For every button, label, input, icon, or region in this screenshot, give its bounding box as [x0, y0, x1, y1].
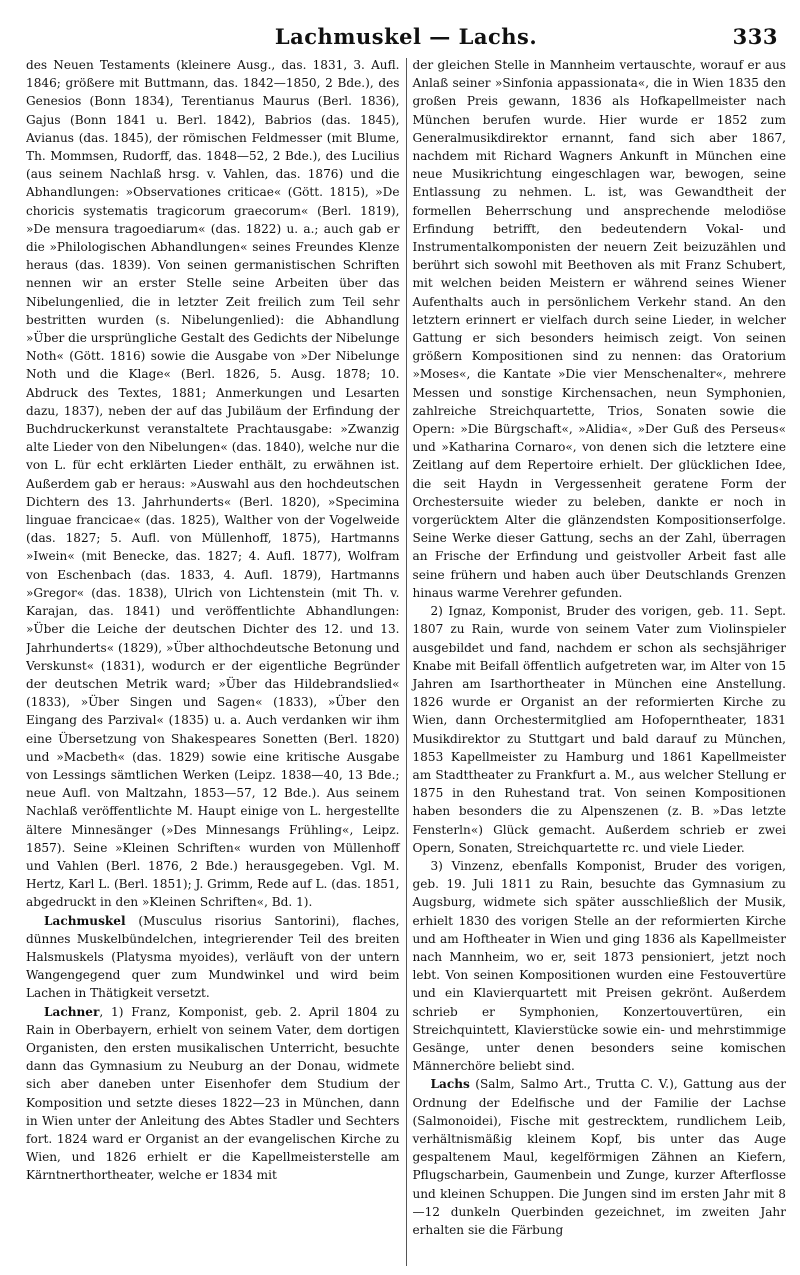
lachner-ignaz-paragraph: 2) Ignaz, Komponist, Bruder des vorigen, geb. 11. Sept. 1807 zu Rain, wurde von seinem Vater zum Violinspieler ausgebildet und fand, nachdem er schon als sechsjähriger Knabe mit Beifall öffentlich aufgetreten war, im Alter von 15 Jahren am Isarthortheater in München eine Anstellung. 1826 wurde er Organist an der reformierten Kirche zu Wien, dann Orchestermitglied am Hofoperntheater, 1831 Musikdirektor zu Stuttgart und bald darauf zu München, 1853 Kapellmeister zu Hamburg und 1861 Kapellmeister am Stadttheater zu Frankfurt a. M., aus welcher Stellung er 1875 in den Ruhestand trat. Von seinen Kompositionen haben besonders die zu Alpenszenen (z. B. »Das letzte Fensterln«) Glück gemacht. Außerdem schrieb er zwei Opern, Sonaten, Streichquartette rc. und viele Lieder. [412, 604, 786, 855]
right-column [412, 56, 786, 1266]
entry-text: , 1) Franz, Komponist, geb. 2. April 1804 zu Rain in Oberbayern, erhielt von seinem Vater, dem dortigen Organisten, den ersten musikalischen Unterricht, besuchte dann das Gymnasium zu Neuburg an der Donau, widmete sich aber daneben unter Eisenhofer dem Studium der Komposition und setzte dieses 1822—23 in München, dann in Wien unter der Anleitung des Abtes Stadler und Sechters fort. 1824 ward er Organist an der evangelischen Kirche zu Wien, und 1826 erhielt er die Kapellmeisterstelle am Kärntnerthortheater, welche er 1834 mit [26, 1004, 400, 1183]
entry-headword: Lachner [44, 1004, 100, 1019]
entry-headword: Lachs [430, 1077, 470, 1092]
text-columns [26, 56, 786, 1266]
left-column [26, 56, 400, 1266]
entry-headword: Lachmuskel [44, 913, 126, 928]
lachner-entry [26, 1003, 400, 1185]
page-title: Lachmuskel — Lachs. [274, 24, 538, 49]
lachs-entry [412, 1075, 786, 1239]
running-head [26, 22, 786, 56]
lachner-vinzenz-paragraph: 3) Vinzenz, ebenfalls Komponist, Bruder des vorigen, geb. 19. Juli 1811 zu Rain, besuchte das Gymnasium zu Augsburg, widmete sich später ausschließlich der Musik, erhielt 1830 des vorigen Stelle an der reformierten Kirche und am Hoftheater in Wien und ging 1836 als Kapellmeister nach Mannheim, wo er, seit 1873 pensioniert, jetzt noch lebt. Von seinen Kompositionen wurden eine Festouvertüre und ein Klavierquartett mit Preisen gekrönt. Außerdem schrieb er Symphonien, Konzertouvertüren, ein Streichquintett, Klavierstücke sowie ein- und mehrstimmige Gesänge, unter denen besonders seine komischen Männerchöre beliebt sind. [412, 858, 786, 1074]
column-divider [406, 58, 407, 1266]
entry-text: (Salm, Salmo Art., Trutta C. V.), Gattung aus der Ordnung der Edelfische und der Familie der Lachse (Salmonoidei), Fische mit gestrecktem, rundlichem Leib, verhältnismäßig kleinem Kopf, bis unter das Auge gespaltenem Maul, kegelförmigen Zähnen an Kiefern, Pflugscharbein, Gaumenbein und Zunge, kurzer Afterflosse und kleinen Schuppen. Die Jungen sind im ersten Jahr mit 8—12 dunkeln Querbinden gezeichnet, im zweiten Jahr erhalten sie die Färbung [412, 1077, 786, 1237]
page-number: 333 [732, 24, 778, 49]
entry-text: (Musculus risorius Santorini), flaches, dünnes Muskelbündelchen, integrierender Teil des breiten Halsmuskels (Platysma myoides), verläuft von der untern Wangengegend quer zum Mundwinkel und wird beim Lachen in Thätigkeit versetzt. [26, 913, 400, 1001]
lachmuskel-entry [26, 912, 400, 1003]
lachner-franz-continuation: der gleichen Stelle in Mannheim vertauschte, worauf er aus Anlaß seiner »Sinfonia appassionata«, die in Wien 1835 den großen Preis gewann, 1836 als Hofkapellmeister nach München berufen wurde. Hier wurde er 1852 zum Generalmusikdirektor ernannt, fand sich aber 1867, nachdem mit Richard Wagners Ankunft in München eine neue Musikrichtung eingeschlagen war, bewogen, seine Entlassung zu nehmen. L. ist, was Gewandtheit der formellen Beherrschung und ansprechende melodiöse Erfindung betrifft, den bedeutendern Vokal- und Instrumentalkomponisten der neuern Zeit beizuzählen und berührt sich sowohl mit Beethoven als mit Franz Schubert, mit welchen beiden Meistern er während seines Wiener Aufenthalts auch in persönlichem Verkehr stand. An den letztern erinnert er vielfach durch seine Lieder, in welcher Gattung er sich besonders heimisch zeigt. Von seinen größern Kompositionen sind zu nennen: das Oratorium »Moses«, die Kantate »Die vier Menschenalter«, mehrere Messen und sonstige Kirchensachen, neun Symphonien, zahlreiche Streichquartette, Trios, Sonaten sowie die Opern: »Die Bürgschaft«, »Alidia«, »Der Guß des Perseus« und »Katharina Cornaro«, von denen sich die letztere eine Zeitlang auf dem Repertoire erhielt. Der glücklichen Idee, die seit Haydn in Vergessenheit geratene Form der Orchestersuite wieder zu beleben, dankte er noch in vorgerücktem Alter die glänzendsten Kompositionserfolge. Seine Werke dieser Gattung, sechs an der Zahl, überragen an Frische der Erfindung und geistvoller Arbeit fast alle seine frühern und haben auch über Deutschlands Grenzen hinaus warme Verehrer gefunden. [412, 58, 786, 600]
lachmann-entry-continuation: des Neuen Testaments (kleinere Ausg., das. 1831, 3. Aufl. 1846; größere mit Buttmann, das. 1842—1850, 2 Bde.), des Genesios (Bonn 1834), Terentianus Maurus (Berl. 1836), Gajus (Bonn 1841 u. Berl. 1842), Babrios (das. 1845), Avianus (das. 1845), der römischen Feldmesser (mit Blume, Th. Mommsen, Rudorff, das. 1848—52, 2 Bde.), des Lucilius (aus seinem Nachlaß hrsg. v. Vahlen, das. 1876) und die Abhandlungen: »Observationes criticae« (Gött. 1815), »De choricis systematis tragicorum graecorum« (Berl. 1819), »De mensura tragoediarum« (das. 1822) u. a.; auch gab er die »Philologischen Abhandlungen« seines Freundes Klenze heraus (das. 1839). Von seinen germanistischen Schriften nennen wir an erster Stelle seine Arbeiten über das Nibelungenlied, die in letzter Zeit freilich zum Teil sehr bestritten wurden (s. Nibelungenlied): die Abhandlung »Über die ursprüngliche Gestalt des Gedichts der Nibelunge Noth« (Gött. 1816) sowie die Ausgabe von »Der Nibelunge Noth und die Klage« (Berl. 1826, 5. Ausg. 1878; 10. Abdruck des Textes, 1881; Anmerkungen und Lesarten dazu, 1837), neben der auf das Jubiläum der Erfindung der Buchdruckerkunst veranstaltete Prachtausgabe: »Zwanzig alte Lieder von den Nibelungen« (das. 1840), welche nur die von L. für echt erklärten Lieder enthält, zu erwähnen ist. Außerdem gab er heraus: »Auswahl aus den hochdeutschen Dichtern des 13. Jahrhunderts« (Berl. 1820), »Specimina linguae francicae« (das. 1825), Walther von der Vogelweide (das. 1827; 5. Aufl. von Müllenhoff, 1875), Hartmanns »Iwein« (mit Benecke, das. 1827; 4. Aufl. 1877), Wolfram von Eschenbach (das. 1833, 4. Aufl. 1879), Hartmanns »Gregor« (das. 1838), Ulrich von Lichtenstein (mit Th. v. Karajan, das. 1841) und veröffentlichte Abhandlungen: »Über die Leiche der deutschen Dichter des 12. und 13. Jahrhunderts« (1829), »Über althochdeutsche Betonung und Verskunst« (1831), wodurch er der eigentliche Begründer der deutschen Metrik ward; »Über das Hildebrandslied« (1833), »Über Singen und Sagen« (1833), »Über den Eingang des Parzival« (1835) u. a. Auch verdanken wir ihm eine Übersetzung von Shakespeares Sonetten (Berl. 1820) und »Macbeth« (das. 1829) sowie eine kritische Ausgabe von Lessings sämtlichen Werken (Leipz. 1838—40, 13 Bde.; neue Aufl. von Maltzahn, 1853—57, 12 Bde.). Aus seinem Nachlaß veröffentlichte M. Haupt einige von L. hergestellte ältere Minnesänger (»Des Minnesangs Frühling«, Leipz. 1857). Seine »Kleinen Schriften« wurden von Müllenhoff und Vahlen (Berl. 1876, 2 Bde.) herausgegeben. Vgl. M. Hertz, Karl L. (Berl. 1851); J. Grimm, Rede auf L. (das. 1851, abgedruckt in den »Kleinen Schriften«, Bd. 1). [26, 58, 400, 910]
